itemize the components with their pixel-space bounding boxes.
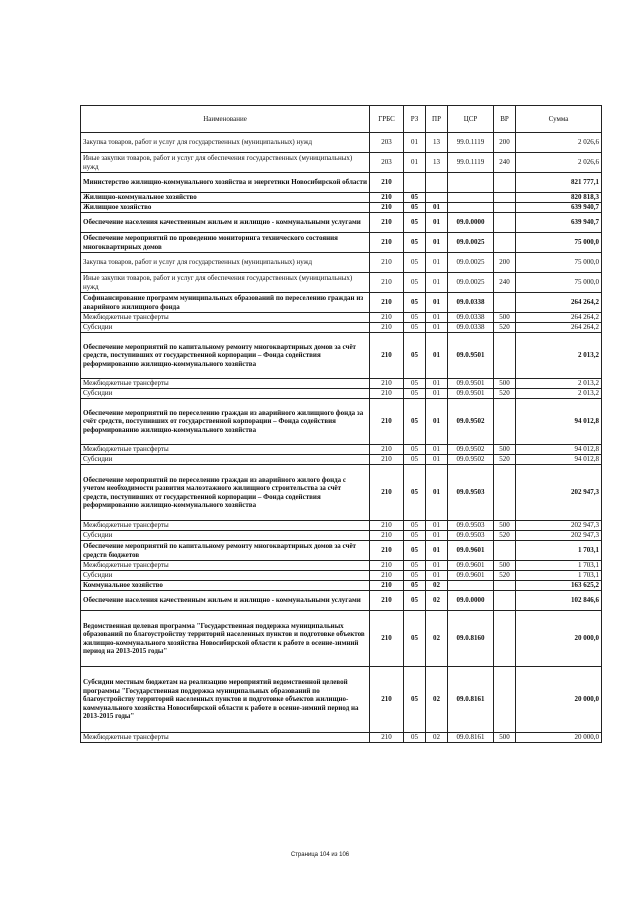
cell-sum: 94 012,8 — [516, 399, 602, 445]
cell-sum: 2 013,2 — [516, 389, 602, 399]
table-row — [81, 455, 602, 465]
table-row — [81, 591, 602, 611]
cell-vr: 500 — [494, 313, 516, 323]
cell-sum: 20 000,0 — [516, 667, 602, 733]
cell-name: Межбюджетные трансферты — [81, 379, 370, 389]
cell-sum: 163 625,2 — [516, 581, 602, 591]
cell-sum: 202 947,3 — [516, 531, 602, 541]
cell-grbs: 210 — [370, 591, 404, 611]
cell-vr — [494, 541, 516, 561]
cell-name: Министерство жилищно-коммунального хозяйства и энергетики Новосибирской области — [81, 173, 370, 193]
cell-grbs: 210 — [370, 379, 404, 389]
cell-grbs: 210 — [370, 445, 404, 455]
cell-name: Софинансирование программ муниципальных образований по переселению граждан из аварийного жилищного фонда — [81, 293, 370, 313]
cell-rz: 05 — [404, 273, 426, 293]
cell-vr — [494, 611, 516, 667]
cell-sum: 820 818,3 — [516, 193, 602, 203]
cell-rz: 05 — [404, 379, 426, 389]
cell-rz: 05 — [404, 445, 426, 455]
cell-name: Ведомственная целевая программа "Государственная поддержка муниципальных образований по благоустройству территорий населенных пунктов и подготовке объектов жилищно-коммунального хозяйства Новосибирской области к работе в осенне-зимний период на 2013-2015 годы" — [81, 611, 370, 667]
cell-sum: 264 264,2 — [516, 313, 602, 323]
cell-name: Обеспечение мероприятий по переселению граждан из аварийного жилищного фонда за счёт средств, поступивших от государственной корпорации – Фонда содействия реформированию жилищно-коммунального хозяйства — [81, 399, 370, 445]
cell-pr: 01 — [426, 253, 448, 273]
cell-grbs: 210 — [370, 173, 404, 193]
cell-csr: 09.0.8160 — [448, 611, 494, 667]
cell-name: Межбюджетные трансферты — [81, 561, 370, 571]
cell-rz: 01 — [404, 133, 426, 153]
cell-sum: 202 947,3 — [516, 465, 602, 521]
cell-csr: 09.0.9501 — [448, 379, 494, 389]
cell-pr: 13 — [426, 153, 448, 173]
cell-pr — [426, 173, 448, 193]
table-row — [81, 233, 602, 253]
cell-csr: 99.0.1119 — [448, 133, 494, 153]
cell-csr: 99.0.1119 — [448, 153, 494, 173]
cell-grbs: 210 — [370, 561, 404, 571]
table-row — [81, 581, 602, 591]
cell-sum: 75 000,0 — [516, 233, 602, 253]
cell-vr: 520 — [494, 571, 516, 581]
table-row — [81, 465, 602, 521]
cell-rz: 05 — [404, 323, 426, 333]
table-row — [81, 531, 602, 541]
cell-pr: 02 — [426, 667, 448, 733]
cell-sum: 639 940,7 — [516, 203, 602, 213]
cell-grbs: 210 — [370, 455, 404, 465]
header-rz: РЗ — [404, 106, 426, 133]
cell-rz: 05 — [404, 561, 426, 571]
cell-rz — [404, 173, 426, 193]
cell-pr: 01 — [426, 531, 448, 541]
header-vr: ВР — [494, 106, 516, 133]
cell-rz: 05 — [404, 193, 426, 203]
cell-rz: 05 — [404, 389, 426, 399]
cell-csr — [448, 173, 494, 193]
cell-name: Межбюджетные трансферты — [81, 313, 370, 323]
cell-pr: 02 — [426, 733, 448, 743]
cell-grbs: 210 — [370, 333, 404, 379]
cell-grbs: 210 — [370, 273, 404, 293]
cell-rz: 05 — [404, 233, 426, 253]
cell-grbs: 203 — [370, 133, 404, 153]
cell-grbs: 210 — [370, 667, 404, 733]
cell-pr: 01 — [426, 323, 448, 333]
cell-csr: 09.0.0025 — [448, 233, 494, 253]
cell-vr — [494, 233, 516, 253]
cell-grbs: 210 — [370, 581, 404, 591]
cell-pr: 01 — [426, 203, 448, 213]
cell-rz: 05 — [404, 611, 426, 667]
cell-grbs: 210 — [370, 203, 404, 213]
cell-rz: 05 — [404, 667, 426, 733]
cell-pr: 01 — [426, 399, 448, 445]
cell-vr — [494, 293, 516, 313]
cell-csr: 09.0.8161 — [448, 733, 494, 743]
table-row — [81, 313, 602, 323]
cell-rz: 05 — [404, 531, 426, 541]
cell-grbs: 210 — [370, 465, 404, 521]
cell-name: Субсидии — [81, 531, 370, 541]
table-row — [81, 667, 602, 733]
budget-sheet — [80, 105, 601, 743]
cell-rz: 05 — [404, 399, 426, 445]
cell-name: Субсидии местным бюджетам на реализацию мероприятий ведомственной целевой программы "Государственная поддержка муниципальных образований по благоустройству территорий населенных пунктов и подготовке объектов жилищно-коммунального хозяйства Новосибирской области к работе в осенне-зимний период на 2013-2015 годы" — [81, 667, 370, 733]
cell-name: Обеспечение населения качественным жильем и жилищно - коммунальными услугами — [81, 213, 370, 233]
table-row — [81, 213, 602, 233]
cell-csr: 09.0.9503 — [448, 521, 494, 531]
cell-pr: 01 — [426, 273, 448, 293]
cell-csr: 09.0.8161 — [448, 667, 494, 733]
table-header-row — [81, 106, 602, 133]
budget-table — [80, 105, 602, 743]
table-row — [81, 173, 602, 193]
cell-pr: 01 — [426, 561, 448, 571]
cell-csr: 09.0.9502 — [448, 445, 494, 455]
cell-name: Коммунальное хозяйство — [81, 581, 370, 591]
cell-pr: 01 — [426, 379, 448, 389]
cell-name: Жилищно-коммунальное хозяйство — [81, 193, 370, 203]
table-row — [81, 561, 602, 571]
cell-csr: 09.0.9601 — [448, 561, 494, 571]
cell-pr — [426, 193, 448, 203]
cell-rz: 05 — [404, 203, 426, 213]
cell-pr: 02 — [426, 581, 448, 591]
cell-sum: 2 026,6 — [516, 153, 602, 173]
cell-vr — [494, 333, 516, 379]
table-body — [81, 133, 602, 743]
cell-grbs: 210 — [370, 541, 404, 561]
header-csr: ЦСР — [448, 106, 494, 133]
cell-vr — [494, 581, 516, 591]
cell-rz: 05 — [404, 733, 426, 743]
cell-name: Обеспечение мероприятий по капитальному ремонту многоквартирных домов за счёт средств бюджетов — [81, 541, 370, 561]
cell-sum: 1 703,1 — [516, 561, 602, 571]
cell-csr: 09.0.0000 — [448, 591, 494, 611]
cell-csr: 09.0.0338 — [448, 313, 494, 323]
cell-sum: 639 940,7 — [516, 213, 602, 233]
cell-grbs: 210 — [370, 253, 404, 273]
cell-pr: 02 — [426, 611, 448, 667]
cell-sum: 94 012,8 — [516, 445, 602, 455]
cell-csr: 09.0.9601 — [448, 541, 494, 561]
cell-vr: 200 — [494, 253, 516, 273]
cell-vr: 240 — [494, 273, 516, 293]
header-pr: ПР — [426, 106, 448, 133]
cell-csr: 09.0.0000 — [448, 213, 494, 233]
cell-csr: 09.0.0338 — [448, 323, 494, 333]
cell-pr: 01 — [426, 313, 448, 323]
cell-vr: 500 — [494, 379, 516, 389]
cell-csr: 09.0.9502 — [448, 455, 494, 465]
cell-name: Субсидии — [81, 389, 370, 399]
cell-pr: 01 — [426, 213, 448, 233]
cell-grbs: 210 — [370, 733, 404, 743]
cell-vr — [494, 173, 516, 193]
table-row — [81, 399, 602, 445]
cell-name: Закупка товаров, работ и услуг для государственных (муниципальных) нужд — [81, 133, 370, 153]
cell-rz: 05 — [404, 541, 426, 561]
cell-vr — [494, 213, 516, 233]
table-row — [81, 203, 602, 213]
cell-sum: 2 026,6 — [516, 133, 602, 153]
cell-rz: 05 — [404, 465, 426, 521]
cell-csr: 09.0.9601 — [448, 571, 494, 581]
cell-name: Межбюджетные трансферты — [81, 445, 370, 455]
cell-grbs: 210 — [370, 213, 404, 233]
cell-csr: 09.0.9501 — [448, 389, 494, 399]
cell-pr: 01 — [426, 445, 448, 455]
cell-sum: 20 000,0 — [516, 611, 602, 667]
table-row — [81, 445, 602, 455]
cell-name: Обеспечение мероприятий по переселению граждан из аварийного жилого фонда с учетом необходимости развития малоэтажного жилищного строительства за счёт средств, поступивших от государственной корпорации – Фонда содействия реформированию жилищно-коммунального хозяйства — [81, 465, 370, 521]
cell-grbs: 210 — [370, 323, 404, 333]
header-sum: Сумма — [516, 106, 602, 133]
cell-vr — [494, 591, 516, 611]
cell-grbs: 210 — [370, 193, 404, 203]
cell-vr — [494, 465, 516, 521]
cell-sum: 20 000,0 — [516, 733, 602, 743]
cell-pr: 01 — [426, 465, 448, 521]
cell-csr: 09.0.9503 — [448, 465, 494, 521]
table-row — [81, 133, 602, 153]
table-row — [81, 293, 602, 313]
table-row — [81, 611, 602, 667]
cell-grbs: 203 — [370, 153, 404, 173]
cell-sum: 75 000,0 — [516, 273, 602, 293]
table-row — [81, 541, 602, 561]
page-footer: Страница 104 из 106 — [290, 852, 350, 858]
cell-name: Межбюджетные трансферты — [81, 733, 370, 743]
cell-rz: 05 — [404, 313, 426, 323]
header-grbs: ГРБС — [370, 106, 404, 133]
cell-grbs: 210 — [370, 389, 404, 399]
cell-sum: 264 264,2 — [516, 293, 602, 313]
cell-csr: 09.0.0025 — [448, 253, 494, 273]
cell-csr: 09.0.9503 — [448, 531, 494, 541]
cell-grbs: 210 — [370, 571, 404, 581]
table-row — [81, 253, 602, 273]
cell-rz: 05 — [404, 581, 426, 591]
cell-rz: 05 — [404, 253, 426, 273]
cell-sum: 2 013,2 — [516, 379, 602, 389]
cell-pr: 01 — [426, 455, 448, 465]
cell-name: Обеспечение мероприятий по проведению мониторинга технического состояния многоквартирных домов — [81, 233, 370, 253]
table-row — [81, 273, 602, 293]
cell-rz: 05 — [404, 213, 426, 233]
cell-vr — [494, 193, 516, 203]
cell-grbs: 210 — [370, 521, 404, 531]
cell-grbs: 210 — [370, 313, 404, 323]
cell-vr — [494, 399, 516, 445]
cell-name: Межбюджетные трансферты — [81, 521, 370, 531]
table-row — [81, 521, 602, 531]
cell-grbs: 210 — [370, 611, 404, 667]
cell-rz: 01 — [404, 153, 426, 173]
cell-csr: 09.0.9502 — [448, 399, 494, 445]
cell-sum: 75 000,0 — [516, 253, 602, 273]
cell-name: Иные закупки товаров, работ и услуг для обеспечения государственных (муниципальных) нужд — [81, 153, 370, 173]
cell-vr: 520 — [494, 323, 516, 333]
table-row — [81, 571, 602, 581]
cell-rz: 05 — [404, 293, 426, 313]
cell-name: Жилищное хозяйство — [81, 203, 370, 213]
cell-name: Субсидии — [81, 571, 370, 581]
header-name: Наименование — [81, 106, 370, 133]
table-row — [81, 153, 602, 173]
cell-sum: 1 703,1 — [516, 541, 602, 561]
cell-csr: 09.0.0338 — [448, 293, 494, 313]
cell-pr: 13 — [426, 133, 448, 153]
cell-name: Обеспечение населения качественным жильем и жилищно - коммунальными услугами — [81, 591, 370, 611]
cell-csr: 09.0.9501 — [448, 333, 494, 379]
cell-vr: 500 — [494, 561, 516, 571]
cell-vr: 500 — [494, 733, 516, 743]
table-row — [81, 733, 602, 743]
cell-sum: 94 012,8 — [516, 455, 602, 465]
cell-name: Закупка товаров, работ и услуг для государственных (муниципальных) нужд — [81, 253, 370, 273]
cell-grbs: 210 — [370, 233, 404, 253]
cell-sum: 102 846,6 — [516, 591, 602, 611]
cell-csr: 09.0.0025 — [448, 273, 494, 293]
cell-csr — [448, 203, 494, 213]
cell-csr — [448, 193, 494, 203]
cell-vr — [494, 203, 516, 213]
cell-name: Обеспечение мероприятий по капитальному ремонту многоквартирных домов за счёт средств, поступивших от государственной корпорации – Фонда содействия реформированию жилищно-коммунального хозяйства — [81, 333, 370, 379]
cell-rz: 05 — [404, 455, 426, 465]
cell-vr: 520 — [494, 389, 516, 399]
table-row — [81, 193, 602, 203]
cell-sum: 821 777,1 — [516, 173, 602, 193]
cell-sum: 1 703,1 — [516, 571, 602, 581]
cell-vr: 500 — [494, 445, 516, 455]
cell-rz: 05 — [404, 571, 426, 581]
cell-sum: 202 947,3 — [516, 521, 602, 531]
cell-pr: 01 — [426, 233, 448, 253]
cell-rz: 05 — [404, 333, 426, 379]
cell-rz: 05 — [404, 591, 426, 611]
cell-vr: 520 — [494, 531, 516, 541]
cell-pr: 01 — [426, 293, 448, 313]
table-row — [81, 323, 602, 333]
cell-vr: 200 — [494, 133, 516, 153]
cell-sum: 2 013,2 — [516, 333, 602, 379]
cell-pr: 01 — [426, 333, 448, 379]
cell-csr — [448, 581, 494, 591]
cell-vr: 500 — [494, 521, 516, 531]
cell-pr: 02 — [426, 591, 448, 611]
cell-pr: 01 — [426, 571, 448, 581]
cell-vr: 520 — [494, 455, 516, 465]
cell-pr: 01 — [426, 521, 448, 531]
cell-sum: 264 264,2 — [516, 323, 602, 333]
cell-rz: 05 — [404, 521, 426, 531]
cell-grbs: 210 — [370, 399, 404, 445]
cell-vr: 240 — [494, 153, 516, 173]
cell-grbs: 210 — [370, 293, 404, 313]
table-row — [81, 389, 602, 399]
cell-name: Субсидии — [81, 323, 370, 333]
cell-name: Иные закупки товаров, работ и услуг для обеспечения государственных (муниципальных) нужд — [81, 273, 370, 293]
cell-vr — [494, 667, 516, 733]
cell-pr: 01 — [426, 541, 448, 561]
table-row — [81, 333, 602, 379]
cell-grbs: 210 — [370, 531, 404, 541]
cell-name: Субсидии — [81, 455, 370, 465]
cell-pr: 01 — [426, 389, 448, 399]
table-row — [81, 379, 602, 389]
